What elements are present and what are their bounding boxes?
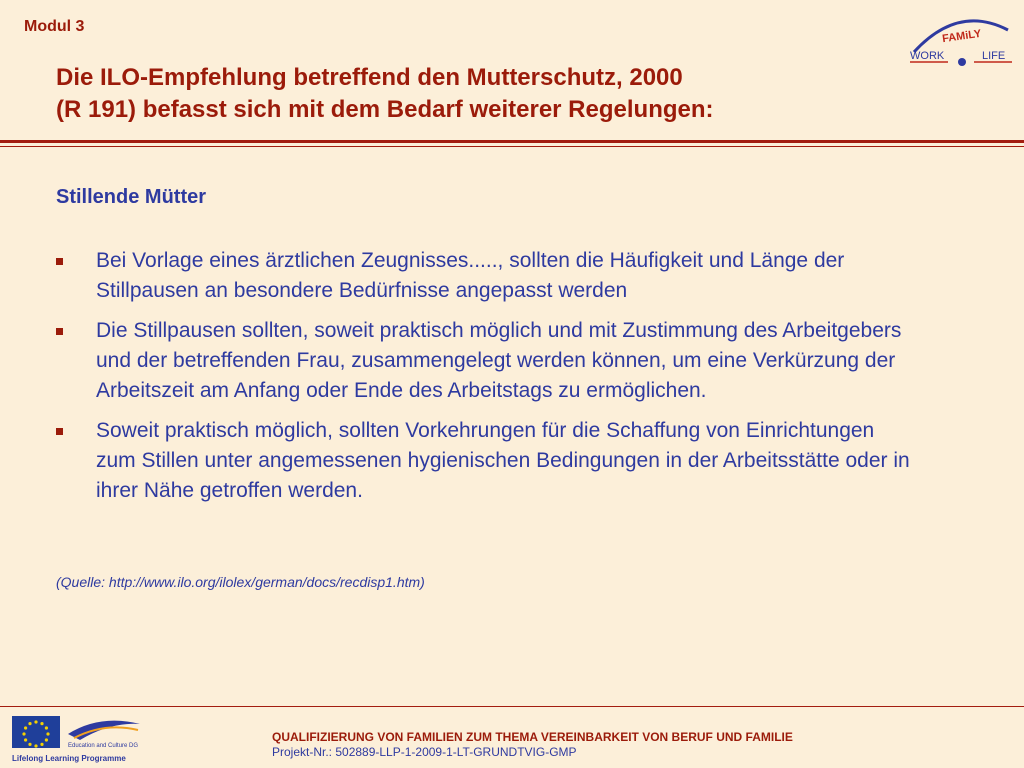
bullet-marker-icon: [56, 328, 63, 335]
bullet-text: Die Stillpausen sollten, soweit praktisch möglich und mit Zustimmung des Arbeitgebers und der betreffenden Frau, zusammengelegt werden können, um eine Verkürzung der Arbeitszeit am Anfang oder Ende des Arbeitstags zu ermöglichen.: [96, 319, 902, 402]
bullet-marker-icon: [56, 428, 63, 435]
footer-divider: [0, 706, 1024, 707]
bullet-item: [56, 246, 916, 306]
logo-work-text: WORK: [910, 50, 945, 62]
header-divider: [0, 140, 1024, 143]
footer-title: QUALIFIZIERUNG VON FAMILIEN ZUM THEMA VEREINBARKEIT VON BERUF UND FAMILIE: [272, 730, 793, 744]
bullet-text: Soweit praktisch möglich, sollten Vorkehrungen für die Schaffung von Einrichtungen zum Stillen unter angemessenen hygienischen Bedingungen in der Arbeitsstätte oder in ihrer Nähe getroffen werden.: [96, 419, 910, 502]
logo-family-text: FAMiLY: [941, 27, 983, 46]
module-label: Modul 3: [24, 18, 85, 35]
section-subheading: Stillende Mütter: [56, 186, 207, 208]
footer-text: [272, 730, 793, 760]
bullet-marker-icon: [56, 258, 63, 265]
llp-caption: Lifelong Learning Programme: [12, 754, 126, 763]
eu-caption: Education and Culture DG: [68, 743, 139, 749]
page-title: [56, 62, 896, 126]
logo-life-text: LIFE: [982, 50, 1006, 62]
page-title-line2: (R 191) befasst sich mit dem Bedarf weiterer Regelungen:: [56, 96, 714, 123]
llp-swoosh-icon: [68, 721, 140, 740]
bullet-list: [56, 246, 916, 516]
family-work-life-logo: [908, 12, 1016, 72]
header-divider-thin: [0, 146, 1024, 147]
bullet-text: Bei Vorlage eines ärztlichen Zeugnisses....., sollten die Häufigkeit und Länge der Stillpausen an besondere Bedürfnisse angepasst werden: [96, 249, 845, 302]
eu-lifelong-learning-logo: [10, 714, 150, 766]
bullet-item: [56, 416, 916, 506]
page-title-line1: Die ILO-Empfehlung betreffend den Mutterschutz, 2000: [56, 64, 683, 91]
bullet-item: [56, 316, 916, 406]
footer-project-number: Projekt-Nr.: 502889-LLP-1-2009-1-LT-GRUNDTVIG-GMP: [272, 745, 577, 759]
source-citation: (Quelle: http://www.ilo.org/ilolex/german/docs/recdisp1.htm): [56, 574, 425, 590]
